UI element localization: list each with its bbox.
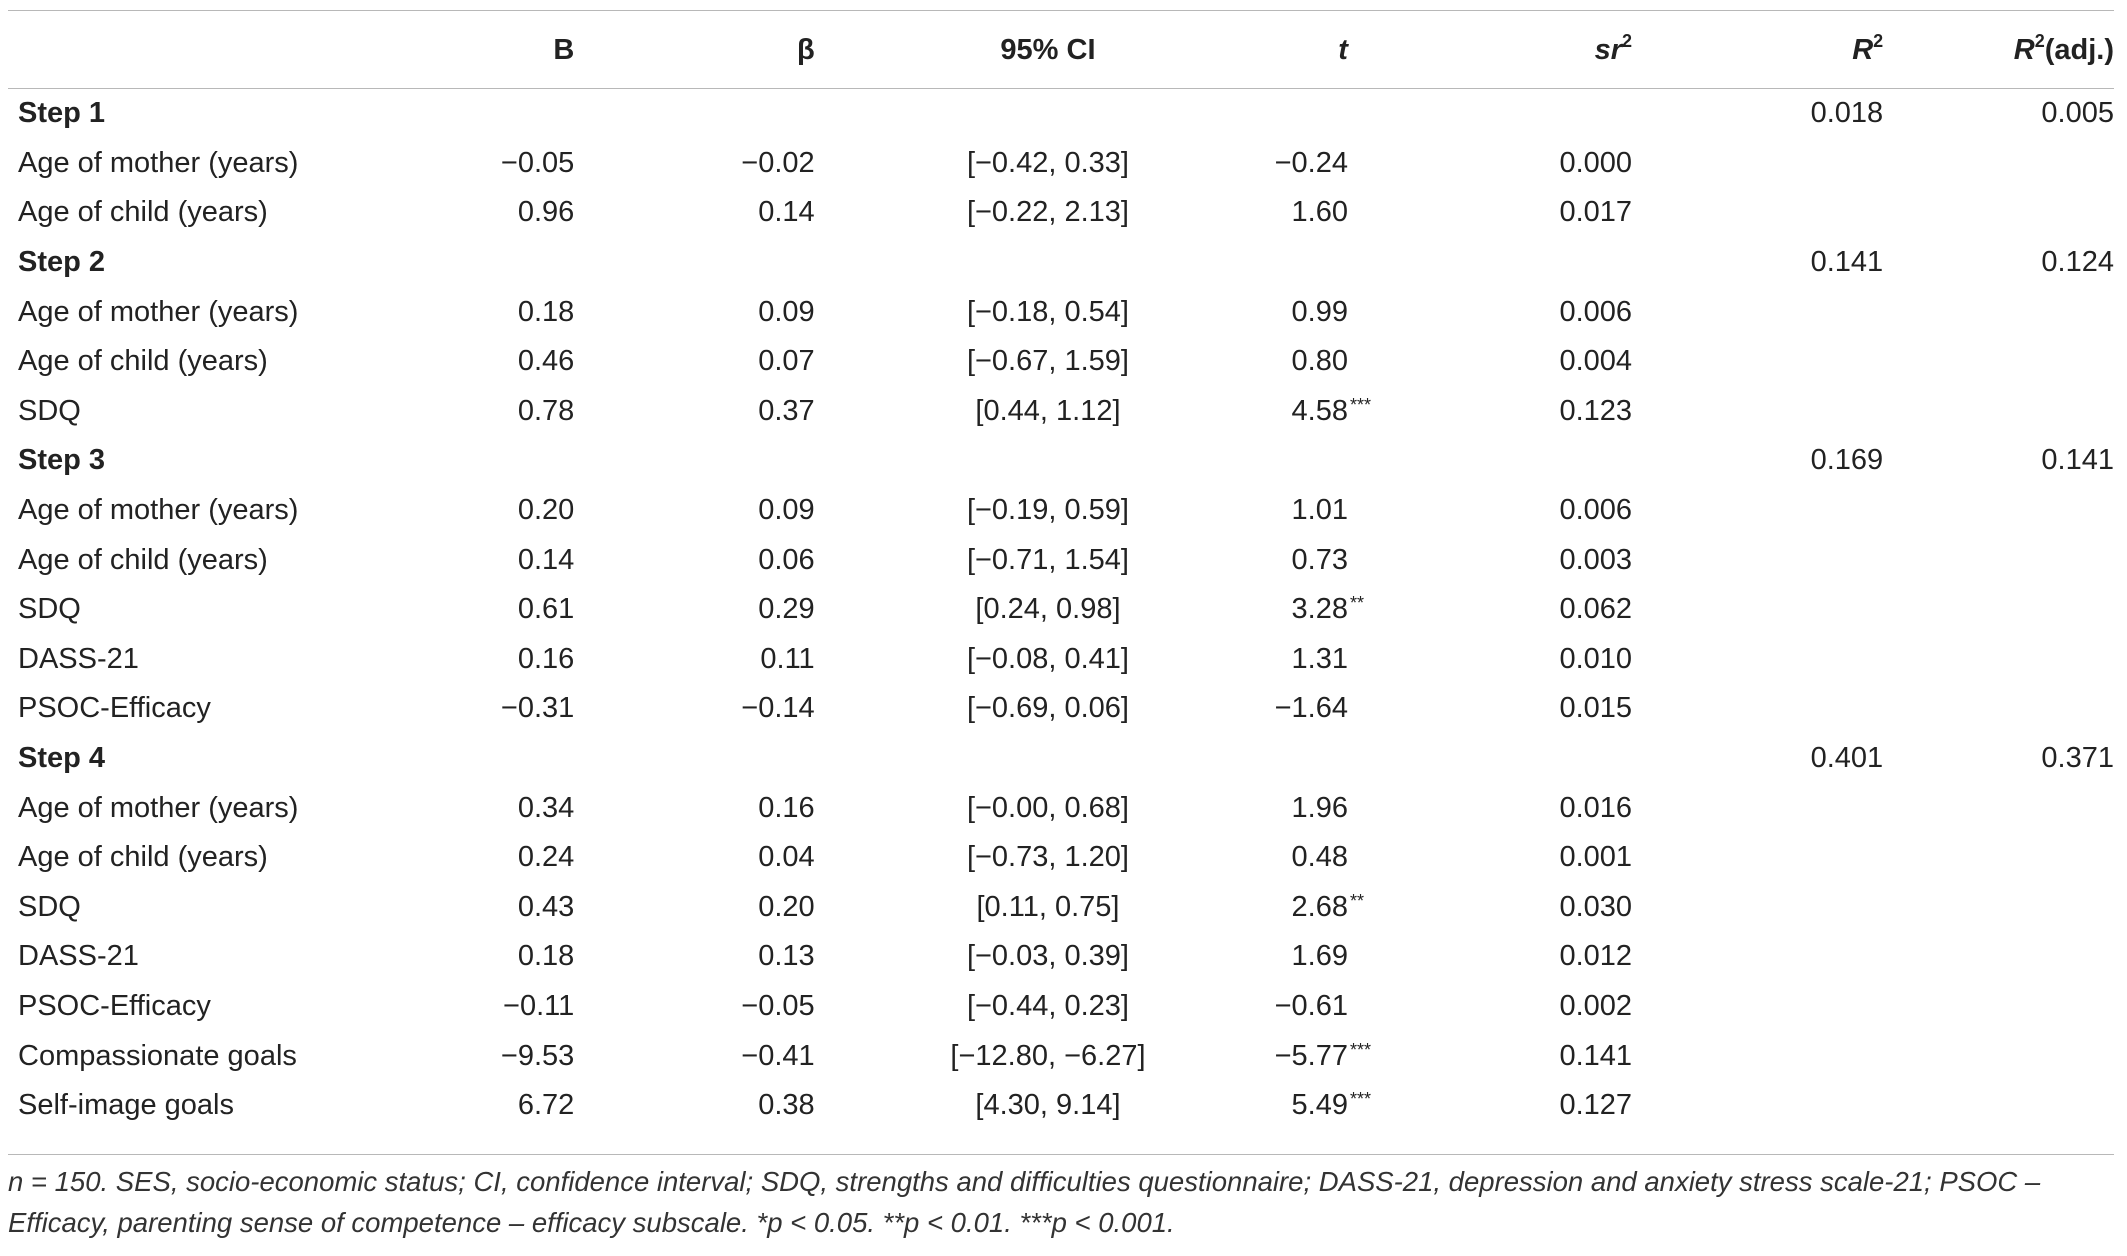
- header-t: [1178, 11, 1434, 89]
- cell-r2: [1632, 486, 1883, 536]
- cell-t-value: 4.58: [1291, 394, 1348, 427]
- cell-ci-text: [−0.42, 0.33]: [966, 146, 1129, 179]
- cell-t-value: 1.01: [1291, 494, 1348, 527]
- cell-b: 0.34: [517, 791, 575, 824]
- cell-b: 0.46: [517, 345, 575, 378]
- cell-sr2: [1434, 238, 1632, 288]
- table-step-row: [8, 436, 2114, 486]
- cell-r2adj: [1883, 535, 2114, 585]
- cell-ci-text: [−0.22, 2.13]: [966, 196, 1129, 229]
- cell-r2adj: [1883, 139, 2114, 189]
- cell-r2adj: [1883, 684, 2114, 734]
- cell-beta: [574, 238, 814, 288]
- cell-beta: 0.13: [758, 940, 815, 973]
- cell-b: 0.18: [517, 295, 575, 328]
- cell-ci-text: [−0.71, 1.54]: [966, 543, 1129, 576]
- table-row: [8, 635, 2114, 685]
- cell-ci: [815, 585, 1178, 635]
- cell-sr2: 0.012: [1559, 940, 1633, 973]
- cell-b: −9.53: [500, 1039, 575, 1072]
- variable-label: Age of child (years): [18, 543, 268, 576]
- cell-r2adj: [1883, 783, 2114, 833]
- header-beta: [574, 11, 814, 89]
- cell-sr2: 0.030: [1559, 890, 1633, 923]
- variable-label: Age of mother (years): [18, 146, 299, 179]
- cell-b: −0.31: [500, 692, 575, 725]
- cell-r2adj: [1883, 883, 2114, 933]
- cell-r2: [1632, 783, 1883, 833]
- header-r2: [1632, 11, 1883, 89]
- cell-ci-text: [−0.67, 1.59]: [966, 345, 1129, 378]
- cell-sr2: 0.062: [1559, 593, 1633, 626]
- cell-beta: 0.29: [758, 593, 815, 626]
- cell-t-value: 1.69: [1291, 940, 1348, 973]
- cell-ci: [815, 238, 1178, 288]
- cell-t-value: 0.73: [1291, 543, 1348, 576]
- variable-label: DASS-21: [18, 940, 139, 973]
- cell-t: [1178, 783, 1434, 833]
- table-row: [8, 287, 2114, 337]
- cell-r2adj: [1883, 287, 2114, 337]
- cell-sr2: 0.002: [1559, 989, 1633, 1022]
- cell-b: −0.11: [503, 989, 575, 1022]
- table-row: [8, 139, 2114, 189]
- step-label: Step 4: [18, 742, 106, 775]
- table-row: [8, 585, 2114, 635]
- cell-ci: [815, 387, 1178, 437]
- cell-ci-text: [0.11, 0.75]: [976, 890, 1120, 923]
- cell-t: 3.28 **: [1178, 585, 1434, 635]
- variable-label: Compassionate goals: [18, 1039, 297, 1072]
- cell-sr2: 0.001: [1559, 841, 1633, 874]
- cell-beta: 0.09: [758, 494, 815, 527]
- cell-r2: 0.169: [1810, 444, 1884, 477]
- cell-ci: [815, 883, 1178, 933]
- cell-ci: [815, 1081, 1178, 1131]
- cell-sr2: 0.017: [1559, 196, 1633, 229]
- cell-ci: [815, 139, 1178, 189]
- cell-t: [1178, 287, 1434, 337]
- table-row: [8, 337, 2114, 387]
- cell-r2adj: 0.371: [2041, 742, 2114, 775]
- variable-label: Age of child (years): [18, 841, 268, 874]
- cell-ci: [815, 982, 1178, 1032]
- cell-t: [1178, 238, 1434, 288]
- cell-t-value: 1.60: [1291, 196, 1348, 229]
- table-row: [8, 883, 2114, 933]
- cell-sr2: [1434, 436, 1632, 486]
- cell-r2adj: [1883, 833, 2114, 883]
- header-r2adj-sup: 2: [2034, 30, 2045, 51]
- cell-r2adj: [1883, 387, 2114, 437]
- cell-beta: 0.07: [758, 345, 815, 378]
- cell-r2adj: [1883, 1081, 2114, 1131]
- cell-b: 0.78: [517, 394, 575, 427]
- cell-r2: [1632, 337, 1883, 387]
- cell-sr2: 0.006: [1559, 494, 1633, 527]
- cell-ci: [815, 337, 1178, 387]
- cell-ci: [815, 89, 1178, 139]
- cell-ci-text: [4.30, 9.14]: [975, 1089, 1121, 1122]
- table-row: [8, 486, 2114, 536]
- cell-t-value: 5.49: [1291, 1089, 1348, 1122]
- cell-ci: [815, 932, 1178, 982]
- cell-sr2: 0.003: [1559, 543, 1633, 576]
- cell-sr2: 0.006: [1559, 295, 1633, 328]
- cell-r2adj: 0.005: [2041, 97, 2114, 130]
- cell-t-value: −1.64: [1274, 692, 1348, 725]
- table-step-row: [8, 89, 2114, 139]
- cell-beta: [574, 89, 814, 139]
- cell-ci: [815, 734, 1178, 784]
- cell-r2: [1632, 535, 1883, 585]
- cell-r2: 0.018: [1810, 97, 1884, 130]
- cell-ci: [815, 486, 1178, 536]
- cell-ci-text: [−0.03, 0.39]: [966, 940, 1129, 973]
- cell-ci: [815, 1031, 1178, 1081]
- cell-r2: [1632, 932, 1883, 982]
- cell-beta: −0.41: [741, 1039, 815, 1072]
- variable-label: Age of mother (years): [18, 494, 299, 527]
- regression-table-container: [8, 10, 2114, 1130]
- cell-ci-text: [−0.44, 0.23]: [966, 989, 1129, 1022]
- cell-t: [1178, 337, 1434, 387]
- cell-r2: [1632, 883, 1883, 933]
- variable-label: PSOC-Efficacy: [18, 989, 211, 1022]
- cell-ci-text: [−12.80, −6.27]: [950, 1039, 1146, 1072]
- header-variable: [8, 11, 467, 89]
- cell-sr2: 0.123: [1559, 394, 1633, 427]
- cell-t: [1178, 833, 1434, 883]
- cell-sr2: [1434, 89, 1632, 139]
- cell-t-value: −0.24: [1274, 146, 1348, 179]
- header-r2adj: [1883, 11, 2114, 89]
- header-r2adj-base: R: [2013, 33, 2035, 66]
- variable-label: Age of child (years): [18, 345, 268, 378]
- cell-beta: [574, 436, 814, 486]
- cell-t-value: −5.77: [1274, 1039, 1348, 1072]
- cell-b: [467, 238, 574, 288]
- header-beta-text: β: [796, 33, 815, 66]
- cell-t: [1178, 89, 1434, 139]
- cell-beta: 0.38: [758, 1089, 815, 1122]
- table-row: [8, 387, 2114, 437]
- cell-r2: [1632, 982, 1883, 1032]
- cell-ci-text: [−0.08, 0.41]: [966, 642, 1129, 675]
- table-row: [8, 1081, 2114, 1131]
- table-row: [8, 932, 2114, 982]
- cell-r2: [1632, 1031, 1883, 1081]
- cell-t: [1178, 635, 1434, 685]
- cell-t: −5.77 ***: [1178, 1031, 1434, 1081]
- cell-r2adj: [1883, 1031, 2114, 1081]
- cell-sr2: 0.016: [1559, 791, 1633, 824]
- cell-sr2: 0.015: [1559, 692, 1633, 725]
- cell-r2: 0.401: [1810, 742, 1884, 775]
- cell-beta: 0.11: [760, 642, 815, 675]
- cell-r2: [1632, 1081, 1883, 1131]
- cell-ci: [815, 287, 1178, 337]
- cell-b: 0.96: [517, 196, 575, 229]
- variable-label: Age of child (years): [18, 196, 268, 229]
- cell-t: [1178, 535, 1434, 585]
- cell-ci: [815, 833, 1178, 883]
- cell-r2: [1632, 387, 1883, 437]
- cell-t: 2.68 **: [1178, 883, 1434, 933]
- variable-label: SDQ: [18, 593, 81, 626]
- cell-b: 0.20: [517, 494, 575, 527]
- cell-t: [1178, 684, 1434, 734]
- header-r2-base: R: [1852, 33, 1874, 66]
- cell-r2: [1632, 833, 1883, 883]
- cell-t: [1178, 982, 1434, 1032]
- cell-t-value: 0.48: [1291, 841, 1348, 874]
- footnote-line-1: n = 150. SES, socio-economic status; CI, confidence interval; SDQ, strengths and difficulties questionnaire; DASS-21, depression and anxiety stress scale-21; PSOC –: [8, 1166, 2041, 1197]
- cell-ci: [815, 684, 1178, 734]
- table-footnote: [8, 1161, 2114, 1243]
- cell-t: [1178, 188, 1434, 238]
- table-bottom-rule: [8, 1154, 2114, 1155]
- cell-ci-text: [−0.19, 0.59]: [966, 494, 1129, 527]
- table-step-row: [8, 238, 2114, 288]
- header-r2-sup: 2: [1873, 30, 1884, 51]
- cell-ci-text: [−0.69, 0.06]: [966, 692, 1129, 725]
- table-header-row: [8, 11, 2114, 89]
- cell-r2adj: [1883, 585, 2114, 635]
- cell-beta: 0.06: [758, 543, 815, 576]
- header-sr2: [1434, 11, 1632, 89]
- cell-r2adj: [1883, 635, 2114, 685]
- step-label: Step 1: [18, 97, 106, 130]
- variable-label: Age of mother (years): [18, 295, 299, 328]
- cell-t-value: −0.61: [1274, 989, 1348, 1022]
- table-row: [8, 783, 2114, 833]
- cell-ci-text: [−0.18, 0.54]: [966, 295, 1129, 328]
- cell-r2: [1632, 188, 1883, 238]
- variable-label: SDQ: [18, 890, 81, 923]
- cell-t: [1178, 734, 1434, 784]
- header-b-text: B: [553, 33, 575, 66]
- header-b: [467, 11, 574, 89]
- table-row: [8, 1031, 2114, 1081]
- cell-sr2: [1434, 734, 1632, 784]
- step-label: Step 2: [18, 246, 106, 279]
- table-step-row: [8, 734, 2114, 784]
- cell-r2adj: [1883, 932, 2114, 982]
- cell-ci: [815, 635, 1178, 685]
- cell-t: [1178, 139, 1434, 189]
- cell-b: 0.18: [517, 940, 575, 973]
- cell-ci: [815, 188, 1178, 238]
- variable-label: Self-image goals: [18, 1089, 234, 1122]
- table-row: [8, 188, 2114, 238]
- cell-r2: [1632, 684, 1883, 734]
- footnote-line-2: Efficacy, parenting sense of competence – efficacy subscale. *p < 0.05. **p < 0.01. ***p < 0.001.: [8, 1207, 1175, 1238]
- cell-t: [1178, 436, 1434, 486]
- cell-beta: 0.37: [758, 394, 815, 427]
- cell-r2: [1632, 585, 1883, 635]
- cell-b: 0.24: [517, 841, 575, 874]
- cell-r2adj: 0.124: [2041, 246, 2114, 279]
- cell-beta: 0.16: [758, 791, 815, 824]
- cell-t-value: 2.68: [1291, 890, 1348, 923]
- table-row: [8, 833, 2114, 883]
- header-t-text: t: [1338, 33, 1348, 66]
- cell-sr2: 0.000: [1559, 146, 1633, 179]
- cell-r2adj: [1883, 337, 2114, 387]
- cell-ci: [815, 535, 1178, 585]
- cell-r2adj: [1883, 486, 2114, 536]
- header-ci: [815, 11, 1178, 89]
- cell-b: 0.61: [517, 593, 575, 626]
- header-r2adj-suffix: (adj.): [2044, 33, 2114, 66]
- header-sr2-sup: 2: [1622, 30, 1633, 51]
- cell-b: 0.14: [517, 543, 575, 576]
- cell-t: [1178, 932, 1434, 982]
- cell-b: [467, 89, 574, 139]
- cell-sr2: 0.141: [1559, 1039, 1633, 1072]
- cell-beta: −0.14: [741, 692, 815, 725]
- cell-b: [467, 436, 574, 486]
- cell-r2: [1632, 635, 1883, 685]
- cell-sr2: 0.010: [1559, 642, 1633, 675]
- table-row: [8, 982, 2114, 1032]
- variable-label: Age of mother (years): [18, 791, 299, 824]
- cell-ci-text: [0.24, 0.98]: [975, 593, 1121, 626]
- cell-sr2: 0.127: [1559, 1089, 1633, 1122]
- step-label: Step 3: [18, 444, 106, 477]
- header-ci-text: 95% CI: [1000, 33, 1096, 66]
- cell-t-value: 0.99: [1291, 295, 1348, 328]
- cell-b: 6.72: [517, 1089, 575, 1122]
- cell-beta: 0.04: [758, 841, 815, 874]
- cell-t: 4.58 ***: [1178, 387, 1434, 437]
- cell-r2: [1632, 287, 1883, 337]
- header-bottom-rule: [8, 88, 2114, 89]
- table-body: [8, 89, 2114, 1130]
- cell-ci-text: [−0.00, 0.68]: [966, 791, 1129, 824]
- variable-label: SDQ: [18, 394, 81, 427]
- header-sr2-base: sr: [1594, 33, 1623, 66]
- cell-t-value: 3.28: [1291, 593, 1348, 626]
- cell-beta: [574, 734, 814, 784]
- cell-b: [467, 734, 574, 784]
- variable-label: PSOC-Efficacy: [18, 692, 211, 725]
- cell-ci: [815, 783, 1178, 833]
- cell-sr2: 0.004: [1559, 345, 1633, 378]
- cell-ci-text: [0.44, 1.12]: [975, 394, 1121, 427]
- cell-t-value: 1.31: [1291, 642, 1348, 675]
- variable-label: DASS-21: [18, 642, 139, 675]
- cell-ci: [815, 436, 1178, 486]
- cell-b: 0.43: [517, 890, 575, 923]
- cell-t-value: 0.80: [1291, 345, 1348, 378]
- cell-t: 5.49 ***: [1178, 1081, 1434, 1131]
- cell-r2adj: 0.141: [2041, 444, 2114, 477]
- regression-table: [8, 11, 2114, 1130]
- cell-ci-text: [−0.73, 1.20]: [966, 841, 1129, 874]
- cell-r2adj: [1883, 982, 2114, 1032]
- cell-r2: 0.141: [1810, 246, 1884, 279]
- cell-beta: 0.09: [758, 295, 815, 328]
- cell-beta: −0.02: [741, 146, 815, 179]
- cell-beta: −0.05: [741, 989, 815, 1022]
- table-row: [8, 684, 2114, 734]
- cell-r2: [1632, 139, 1883, 189]
- cell-r2adj: [1883, 188, 2114, 238]
- cell-b: 0.16: [517, 642, 575, 675]
- cell-b: −0.05: [500, 146, 575, 179]
- cell-beta: 0.14: [758, 196, 815, 229]
- cell-t-value: 1.96: [1291, 791, 1348, 824]
- table-row: [8, 535, 2114, 585]
- cell-t: [1178, 486, 1434, 536]
- cell-beta: 0.20: [758, 890, 815, 923]
